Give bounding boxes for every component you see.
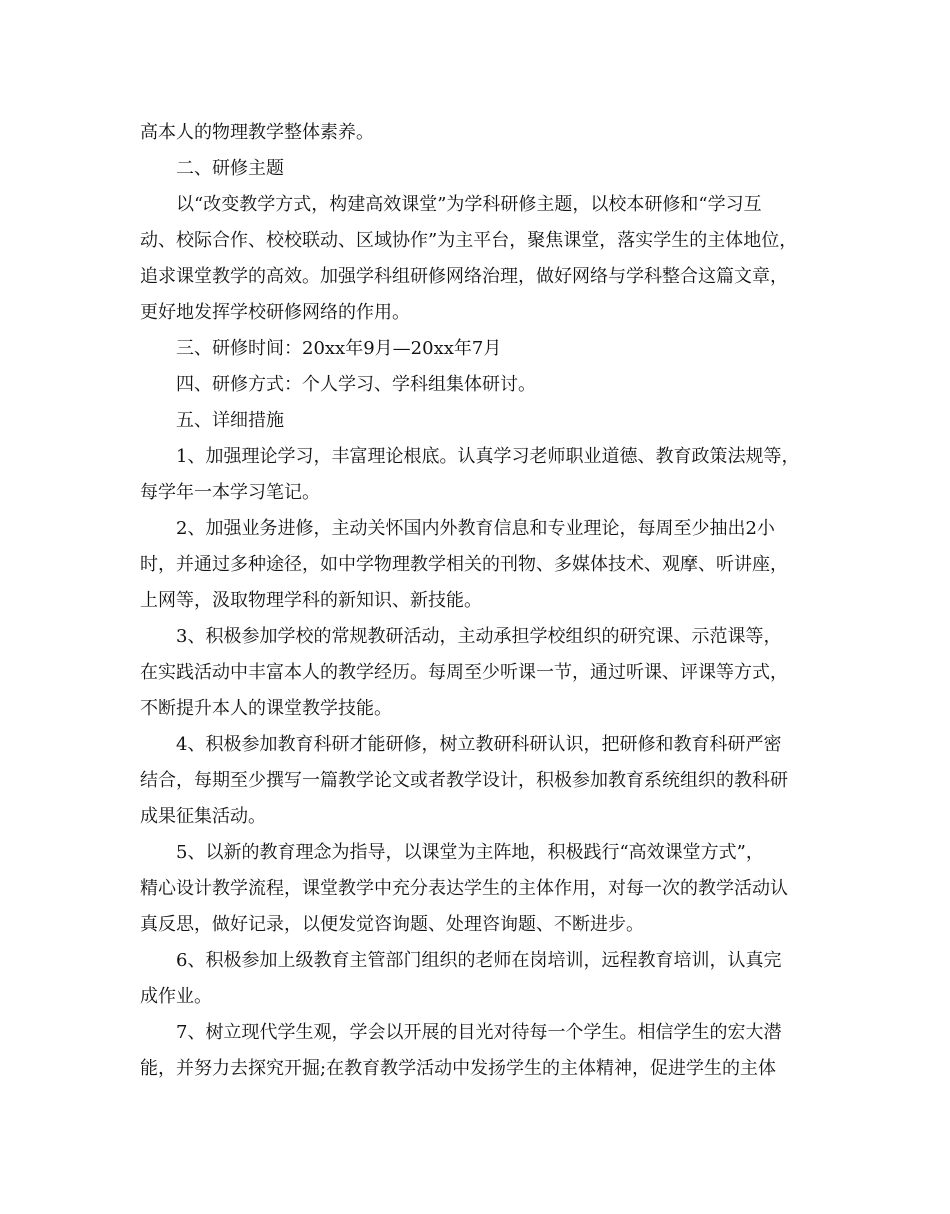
section-heading: 五、详细措施 <box>176 410 284 431</box>
text-line: 每学年一本学习笔记。 <box>140 482 320 503</box>
text-line: 6、积极参加上级教育主管部门组织的老师在岗培训，远程教育培训，认真完 <box>176 950 782 971</box>
section-heading: 四、研修方式：个人学习、学科组集体研讨。 <box>176 374 536 395</box>
text-line: 不断提升本人的课堂教学技能。 <box>140 698 392 719</box>
text-line: 以“改变教学方式，构建高效课堂”为学科研修主题，以校本研修和“学习互 <box>176 194 762 215</box>
text-line: 7、树立现代学生观，学会以开展的目光对待每一个学生。相信学生的宏大潜 <box>176 1022 782 1043</box>
text-line: 能，并努力去探究开掘;在教育教学活动中发扬学生的主体精神，促进学生的主体 <box>140 1058 777 1079</box>
text-line: 高本人的物理教学整体素养。 <box>140 122 374 143</box>
text-line: 3、积极参加学校的常规教研活动，主动承担学校组织的研究课、示范课等， <box>176 626 782 647</box>
section-heading: 三、研修时间：20xx年9月—20xx年7月 <box>176 338 502 359</box>
text-line: 5、以新的教育理念为指导，以课堂为主阵地，积极践行“高效课堂方式”， <box>176 842 764 863</box>
text-line: 成作业。 <box>140 986 212 1007</box>
text-line: 在实践活动中丰富本人的教学经历。每周至少听课一节，通过听课、评课等方式， <box>140 662 788 683</box>
text-line: 成果征集活动。 <box>140 806 266 827</box>
text-line: 时，并通过多种途径，如中学物理教学相关的刊物、多媒体技术、观摩、听讲座， <box>140 554 788 575</box>
text-line: 2、加强业务进修，主动关怀国内外教育信息和专业理论，每周至少抽出2小 <box>176 518 775 539</box>
text-line: 4、积极参加教育科研才能研修，树立教研科研认识，把研修和教育科研严密 <box>176 734 782 755</box>
text-line: 真反思，做好记录，以便发觉咨询题、处理咨询题、不断进步。 <box>140 914 644 935</box>
text-line: 结合，每期至少撰写一篇教学论文或者教学设计，积极参加教育系统组织的教科研 <box>140 770 788 791</box>
text-line: 1、加强理论学习，丰富理论根底。认真学习老师职业道德、教育政策法规等， <box>176 446 800 467</box>
section-heading: 二、研修主题 <box>176 158 284 179</box>
text-line: 更好地发挥学校研修网络的作用。 <box>140 302 410 323</box>
text-line: 追求课堂教学的高效。加强学科组研修网络治理，做好网络与学科整合这篇文章， <box>140 266 788 287</box>
text-line: 上网等，汲取物理学科的新知识、新技能。 <box>140 590 482 611</box>
text-line: 精心设计教学流程，课堂教学中充分表达学生的主体作用，对每一次的教学活动认 <box>140 878 788 899</box>
text-line: 动、校际合作、校校联动、区域协作”为主平台，聚焦课堂，落实学生的主体地位， <box>140 230 798 251</box>
